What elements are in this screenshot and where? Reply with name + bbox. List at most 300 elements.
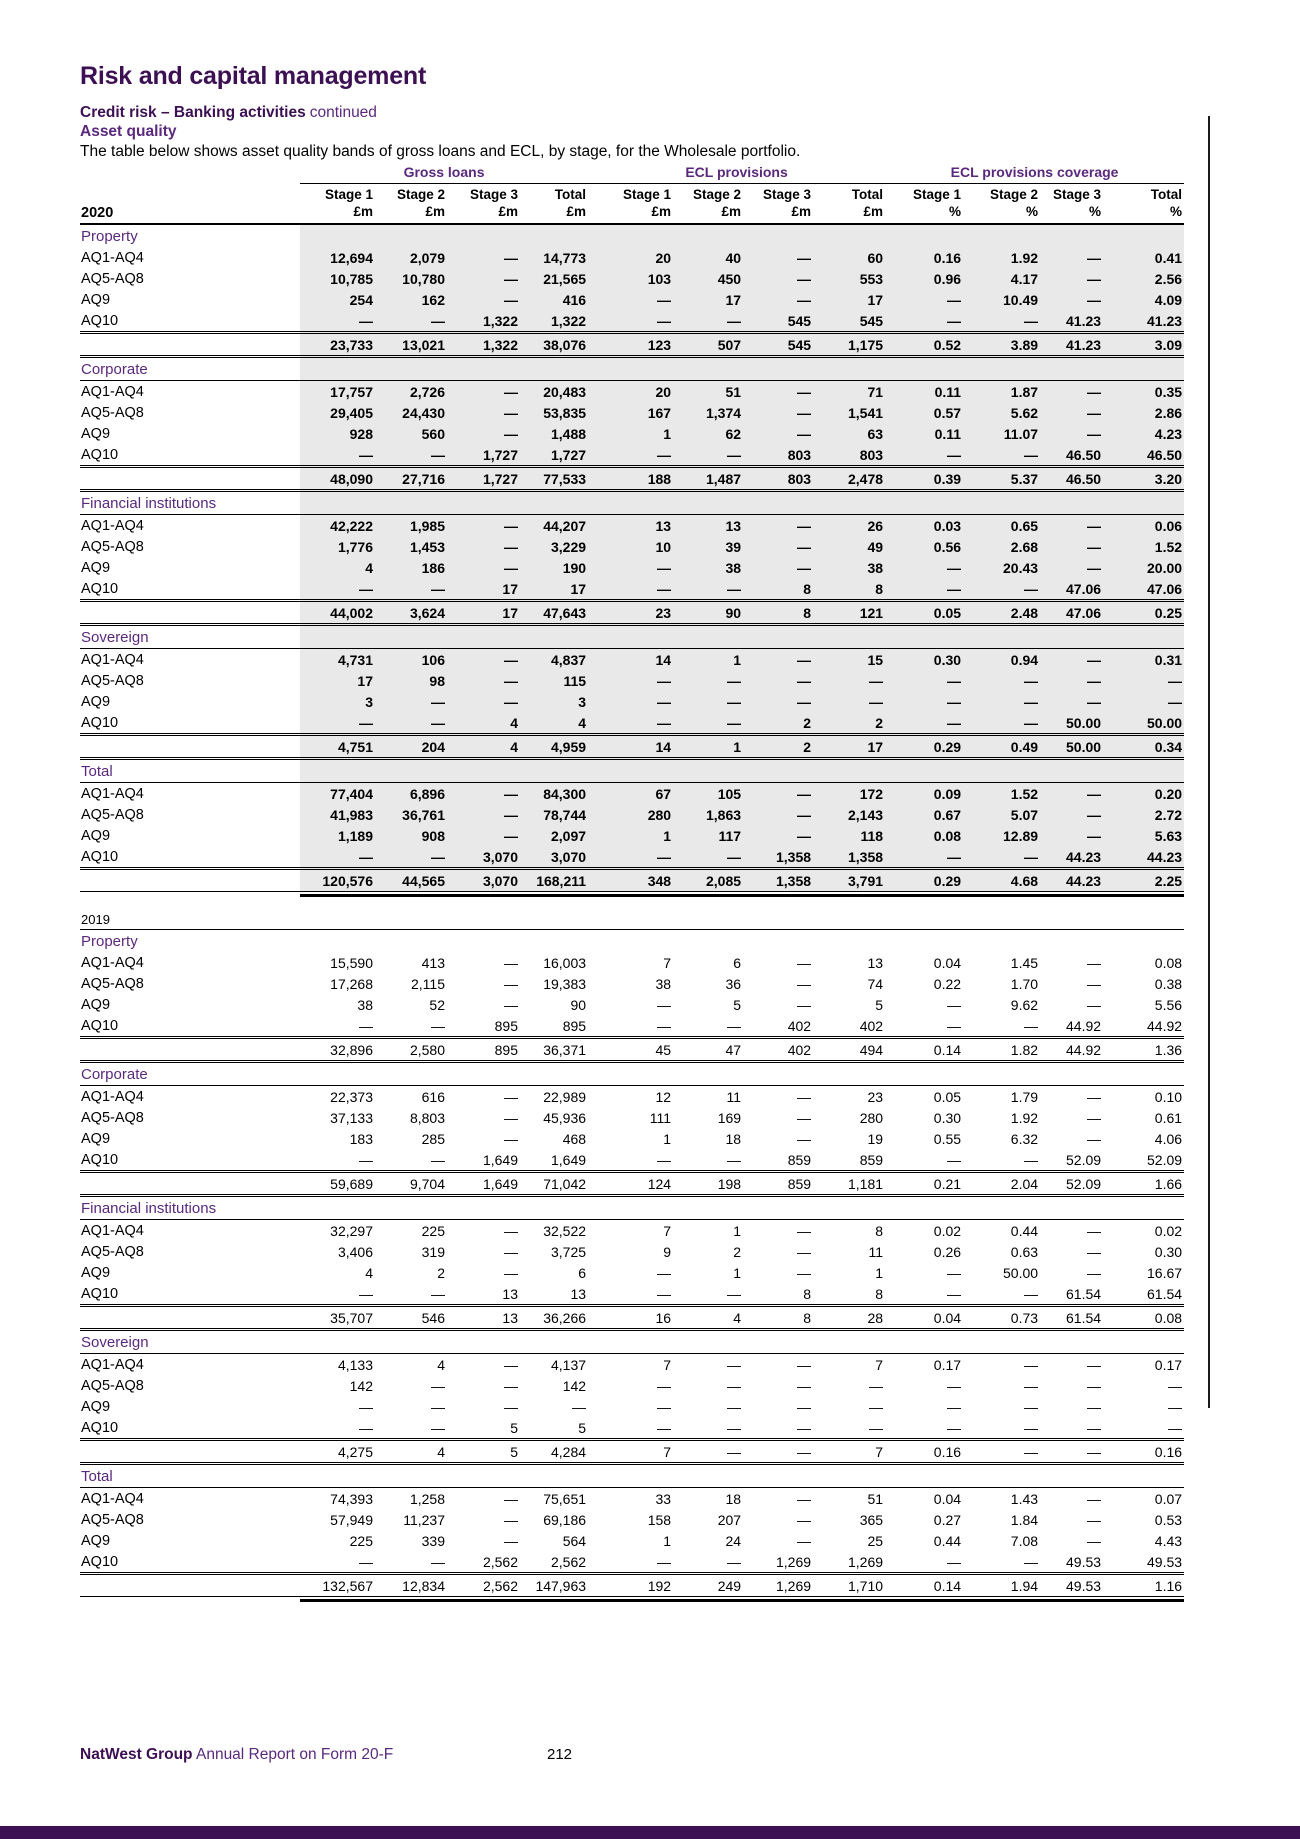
value-cell: —	[1024, 1356, 1039, 1373]
value-cell: 1.45	[1010, 954, 1039, 971]
value-cell: 908	[375, 825, 447, 846]
value-cell: 11,237	[403, 1511, 445, 1528]
value-cell: 2	[733, 1243, 742, 1260]
total-value-cell: 4.68	[963, 869, 1040, 892]
year-label: 2020	[80, 202, 300, 224]
section-header-row	[80, 357, 1184, 381]
value-cell: 4,133	[337, 1356, 373, 1373]
value-cell: 0.20	[1103, 783, 1184, 805]
value-cell: 37,133	[330, 1109, 373, 1126]
value-cell: —	[504, 1490, 518, 1507]
value-cell: 36,761	[375, 804, 447, 825]
row-label: AQ1-AQ4	[81, 517, 144, 534]
total-value-cell: 52.09	[1040, 1172, 1103, 1196]
value-cell: —	[797, 1130, 812, 1147]
value-cell: —	[673, 578, 743, 601]
value-cell: —	[885, 557, 963, 578]
value-cell: 0.41	[1103, 247, 1184, 268]
value-cell: 17	[300, 670, 375, 691]
value-cell: 46.50	[1103, 444, 1184, 467]
value-cell: 38	[357, 996, 373, 1013]
value-cell: 162	[375, 289, 447, 310]
value-cell: 4,731	[300, 649, 375, 671]
total-value-cell: 13	[447, 1306, 520, 1330]
table-row	[80, 1086, 1184, 1108]
row-label: AQ10	[81, 446, 119, 463]
value-cell: 98	[375, 670, 447, 691]
value-cell: 24	[725, 1532, 742, 1549]
total-value-cell: 3,070	[447, 869, 520, 892]
value-cell: —	[447, 691, 520, 712]
unit-header: £m	[743, 202, 813, 224]
value-cell: 2,079	[375, 247, 447, 268]
value-cell: —	[727, 1377, 742, 1394]
value-cell: 1,985	[375, 515, 447, 537]
total-value-cell: 48,090	[300, 467, 375, 491]
value-cell: 0.53	[1154, 1511, 1183, 1528]
value-cell: 53,835	[520, 402, 588, 423]
value-cell: —	[885, 691, 963, 712]
value-cell: 3,070	[447, 846, 520, 869]
value-cell: —	[1168, 1377, 1183, 1394]
value-cell: —	[431, 1553, 445, 1570]
total-value-cell: 0.29	[885, 735, 963, 759]
total-row-label	[80, 735, 300, 759]
value-cell: —	[1024, 1553, 1039, 1570]
value-cell: 0.02	[1154, 1222, 1183, 1239]
value-cell: —	[869, 1398, 884, 1415]
row-label: AQ9	[81, 291, 111, 308]
row-label: AQ1-AQ4	[81, 785, 144, 802]
row-label: AQ1-AQ4	[81, 1356, 144, 1373]
total-value-cell: 7	[813, 1440, 885, 1464]
section-heading	[80, 104, 377, 122]
value-cell: 8,803	[409, 1109, 445, 1126]
total-value-cell: 402	[743, 1038, 813, 1062]
value-cell: —	[375, 691, 447, 712]
value-cell: —	[947, 1264, 962, 1281]
value-cell: —	[947, 1017, 962, 1034]
value-cell: —	[1040, 247, 1103, 268]
value-cell: —	[885, 310, 963, 333]
section-header-fill	[300, 491, 1184, 515]
grand-total-row	[80, 869, 1184, 892]
value-cell: —	[504, 975, 518, 992]
subtotal-row	[80, 1172, 1184, 1196]
value-cell: —	[300, 846, 375, 869]
value-cell: 17	[813, 289, 885, 310]
unit-header: £m	[447, 202, 520, 224]
total-value-cell: 5.37	[963, 467, 1040, 491]
value-cell: 158	[647, 1511, 672, 1528]
value-cell: —	[657, 1419, 672, 1436]
value-cell: 0.65	[963, 515, 1040, 537]
value-cell: —	[447, 289, 520, 310]
value-cell: 17	[520, 578, 588, 601]
value-cell: 12.89	[963, 825, 1040, 846]
value-cell: 15	[813, 649, 885, 671]
value-cell: 2,115	[411, 975, 445, 992]
value-cell: —	[1040, 649, 1103, 671]
total-value-cell: 4,751	[300, 735, 375, 759]
value-cell: 8	[813, 578, 885, 601]
table-row	[80, 1128, 1184, 1149]
value-cell: 4.43	[1154, 1532, 1183, 1549]
subtotal-row	[80, 1440, 1184, 1464]
total-value-cell: 4,275	[300, 1440, 375, 1464]
value-cell: —	[797, 1243, 812, 1260]
row-label: AQ1-AQ4	[81, 651, 144, 668]
value-cell: 4	[437, 1356, 445, 1373]
total-value-cell: 2,085	[673, 869, 743, 892]
value-cell: 8	[803, 1285, 812, 1302]
stage-column-header: Stage 1	[623, 187, 672, 202]
value-cell: 0.63	[1010, 1243, 1039, 1260]
value-cell: —	[1087, 1398, 1102, 1415]
value-cell: —	[1087, 1222, 1102, 1239]
value-cell: 0.17	[933, 1356, 962, 1373]
total-value-cell: 198	[673, 1172, 743, 1196]
value-cell: —	[797, 996, 812, 1013]
year-divider-row	[80, 909, 1184, 930]
total-value-cell: 0.25	[1103, 601, 1184, 625]
total-value-cell: 0.16	[1103, 1440, 1184, 1464]
total-value-cell: 17	[813, 735, 885, 759]
table-row	[80, 578, 1184, 601]
value-cell: —	[743, 381, 813, 403]
value-cell: —	[885, 712, 963, 735]
value-cell: 280	[588, 804, 673, 825]
section-name: Property	[81, 227, 138, 245]
total-row-label	[80, 1574, 300, 1597]
section-name: Property	[81, 932, 138, 950]
value-cell: 0.02	[933, 1222, 962, 1239]
value-cell: —	[447, 804, 520, 825]
stage-column-header: Stage 3	[763, 187, 812, 202]
row-label: AQ10	[81, 1151, 119, 1168]
value-cell: —	[727, 1285, 742, 1302]
value-cell: —	[1040, 670, 1103, 691]
value-cell: 49.53	[1147, 1553, 1183, 1570]
section-name: Total	[80, 1464, 300, 1488]
value-cell: 0.10	[1154, 1088, 1183, 1105]
total-value-cell: 1.16	[1103, 1574, 1184, 1597]
value-cell: 2.72	[1103, 804, 1184, 825]
value-cell: —	[743, 423, 813, 444]
subtotal-row	[80, 1306, 1184, 1330]
value-cell: 11	[726, 1088, 742, 1105]
total-value-cell: 9,704	[375, 1172, 447, 1196]
value-cell: 0.26	[933, 1243, 962, 1260]
value-cell: 117	[673, 825, 743, 846]
table-row	[80, 846, 1184, 869]
value-cell: 5	[510, 1419, 518, 1436]
value-cell: 17,757	[300, 381, 375, 403]
bottom-brand-bar	[0, 1826, 1300, 1839]
grand-total-rule	[80, 1597, 1184, 1601]
footer	[80, 1746, 393, 1764]
unit-header: £m	[813, 202, 885, 224]
value-cell: —	[1040, 381, 1103, 403]
value-cell: —	[588, 557, 673, 578]
value-cell: 111	[649, 1109, 672, 1126]
value-cell: 1,649	[482, 1151, 518, 1168]
value-cell: 2,143	[813, 804, 885, 825]
value-cell: 22,373	[330, 1088, 373, 1105]
value-cell: 39	[673, 536, 743, 557]
total-value-cell: 3.89	[963, 333, 1040, 357]
value-cell: 71	[813, 381, 885, 403]
value-cell: 2	[813, 712, 885, 735]
subsection-heading: Asset quality	[80, 123, 177, 140]
table-row	[80, 444, 1184, 467]
value-cell: —	[447, 402, 520, 423]
value-cell: 1	[588, 825, 673, 846]
total-value-cell: 44,565	[375, 869, 447, 892]
value-cell: —	[963, 846, 1040, 869]
value-cell: 186	[375, 557, 447, 578]
table-row	[80, 825, 1184, 846]
value-cell: 0.38	[1154, 975, 1183, 992]
value-cell: 0.11	[885, 381, 963, 403]
value-cell: —	[1103, 670, 1184, 691]
value-cell: 1,374	[673, 402, 743, 423]
value-cell: 0.05	[933, 1088, 962, 1105]
value-cell: —	[375, 310, 447, 333]
value-cell: —	[504, 1398, 518, 1415]
value-cell: 0.08	[1154, 954, 1183, 971]
value-cell: —	[1087, 954, 1102, 971]
total-value-cell: 1.66	[1103, 1172, 1184, 1196]
subtotal-row	[80, 601, 1184, 625]
row-label: AQ9	[81, 693, 111, 710]
value-cell: 47.06	[1040, 578, 1103, 601]
total-value-cell: —	[673, 1440, 743, 1464]
stage-column-header: Stage 3	[1053, 187, 1102, 202]
value-cell: 7	[875, 1356, 884, 1373]
section-header-row	[80, 1196, 1184, 1220]
table-row	[80, 557, 1184, 578]
value-cell: 47.06	[1103, 578, 1184, 601]
value-cell: —	[447, 268, 520, 289]
value-cell: 41,983	[300, 804, 375, 825]
unit-header: %	[885, 202, 963, 224]
value-cell: 50.00	[1103, 712, 1184, 735]
value-cell: 1.92	[963, 247, 1040, 268]
row-label: AQ10	[81, 580, 119, 597]
value-cell: —	[504, 1088, 518, 1105]
value-cell: 1,776	[300, 536, 375, 557]
value-cell: —	[431, 1377, 445, 1394]
total-value-cell: 1,175	[813, 333, 885, 357]
unit-header: %	[1103, 202, 1184, 224]
value-cell: —	[447, 557, 520, 578]
section-header-row	[80, 1062, 1184, 1086]
value-cell: 84,300	[520, 783, 588, 805]
value-cell: 280	[859, 1109, 884, 1126]
footer-report-name: Annual Report on Form 20-F	[195, 1746, 394, 1763]
value-cell: 3,725	[551, 1243, 587, 1260]
total-value-cell: 2,478	[813, 467, 885, 491]
total-value-cell: 123	[588, 333, 673, 357]
value-cell: 50.00	[1040, 712, 1103, 735]
row-label: AQ5-AQ8	[81, 672, 144, 689]
value-cell: 8	[875, 1222, 884, 1239]
total-value-cell: 121	[813, 601, 885, 625]
value-cell: 4.06	[1154, 1130, 1183, 1147]
value-cell: —	[447, 783, 520, 805]
value-cell: 17	[673, 289, 743, 310]
value-cell: 167	[588, 402, 673, 423]
unit-header: £m	[375, 202, 447, 224]
value-cell: 20.00	[1103, 557, 1184, 578]
section-header-row	[80, 759, 1184, 783]
value-cell: —	[1087, 975, 1102, 992]
value-cell: —	[504, 1109, 518, 1126]
value-cell: 1.70	[1010, 975, 1039, 992]
value-cell: —	[1024, 1151, 1039, 1168]
value-cell: 1,358	[743, 846, 813, 869]
total-value-cell: 4	[673, 1306, 743, 1330]
value-cell: 0.67	[885, 804, 963, 825]
value-cell: 0.30	[885, 649, 963, 671]
value-cell: 1,541	[813, 402, 885, 423]
value-cell: 74,393	[330, 1490, 373, 1507]
table-row	[80, 515, 1184, 537]
value-cell: —	[1040, 804, 1103, 825]
table-row	[80, 712, 1184, 735]
total-row-label	[80, 467, 300, 491]
value-cell: —	[1168, 1398, 1183, 1415]
value-cell: —	[504, 1377, 518, 1394]
value-cell: 1,863	[673, 804, 743, 825]
total-value-cell: 14	[588, 735, 673, 759]
value-cell: 5.56	[1154, 996, 1183, 1013]
value-cell: —	[657, 1377, 672, 1394]
value-cell: —	[797, 1398, 812, 1415]
value-cell: —	[447, 381, 520, 403]
total-value-cell: 2,580	[375, 1038, 447, 1062]
value-cell: —	[743, 691, 813, 712]
value-cell: 207	[717, 1511, 742, 1528]
value-cell: 26	[813, 515, 885, 537]
total-value-cell: 895	[447, 1038, 520, 1062]
total-value-cell: 0.52	[885, 333, 963, 357]
total-value-cell: 0.08	[1103, 1306, 1184, 1330]
value-cell: 142	[562, 1377, 587, 1394]
total-value-cell: 8	[743, 601, 813, 625]
value-cell: 32,297	[330, 1222, 373, 1239]
total-value-cell: 507	[673, 333, 743, 357]
value-cell: —	[1024, 1285, 1039, 1302]
value-cell: 67	[588, 783, 673, 805]
value-cell: 1	[875, 1264, 884, 1281]
value-cell: 0.61	[1154, 1109, 1183, 1126]
value-cell: 859	[787, 1151, 812, 1168]
total-value-cell: 0.49	[963, 735, 1040, 759]
section-header-row	[80, 930, 1184, 953]
total-value-cell: 7	[588, 1440, 673, 1464]
total-value-cell: 124	[588, 1172, 673, 1196]
value-cell: 10,785	[300, 268, 375, 289]
value-cell: —	[375, 578, 447, 601]
row-label: AQ5-AQ8	[81, 975, 144, 992]
value-cell: 2,097	[520, 825, 588, 846]
total-value-cell: 1,487	[673, 467, 743, 491]
value-cell: 14,773	[520, 247, 588, 268]
value-cell: 20,483	[520, 381, 588, 403]
value-cell: —	[504, 996, 518, 1013]
value-cell: —	[504, 1264, 518, 1281]
value-cell: —	[431, 1398, 445, 1415]
value-cell: 7.08	[1010, 1532, 1039, 1549]
value-cell: 13	[673, 515, 743, 537]
value-cell: —	[947, 1285, 962, 1302]
total-value-cell: 0.39	[885, 467, 963, 491]
value-cell: —	[1040, 691, 1103, 712]
value-cell: 22,989	[543, 1088, 587, 1105]
value-cell: 44,207	[520, 515, 588, 537]
section-header-fill	[300, 1196, 1184, 1220]
total-value-cell: 546	[375, 1306, 447, 1330]
section-header-fill	[300, 224, 1184, 247]
total-value-cell: 45	[588, 1038, 673, 1062]
value-cell: 21,565	[520, 268, 588, 289]
section-header-fill	[300, 625, 1184, 649]
table-row	[80, 1149, 1184, 1172]
total-value-cell: 0.14	[885, 1038, 963, 1062]
value-cell: —	[588, 670, 673, 691]
table-row	[80, 804, 1184, 825]
value-cell: —	[1040, 423, 1103, 444]
total-value-cell: 8	[743, 1306, 813, 1330]
section-header-row	[80, 224, 1184, 247]
value-cell: —	[797, 1490, 812, 1507]
value-cell: 14	[588, 649, 673, 671]
total-value-cell: 147,963	[520, 1574, 588, 1597]
value-cell: —	[300, 578, 375, 601]
value-cell: —	[504, 1130, 518, 1147]
value-cell: 1,269	[848, 1553, 884, 1570]
value-cell: —	[657, 1017, 672, 1034]
value-cell: 450	[673, 268, 743, 289]
value-cell: 63	[813, 423, 885, 444]
section-name: Corporate	[80, 357, 300, 381]
total-value-cell: 2.04	[963, 1172, 1040, 1196]
value-cell: 51	[867, 1490, 884, 1507]
value-cell: 5.07	[963, 804, 1040, 825]
value-cell: —	[1024, 1017, 1039, 1034]
value-cell: —	[588, 310, 673, 333]
value-cell: —	[447, 649, 520, 671]
value-cell: 1,488	[520, 423, 588, 444]
value-cell: 564	[562, 1532, 587, 1549]
value-cell: —	[673, 691, 743, 712]
value-cell: 2.56	[1103, 268, 1184, 289]
value-cell: 19,383	[543, 975, 587, 992]
value-cell: —	[727, 1017, 742, 1034]
total-value-cell: 4	[375, 1440, 447, 1464]
value-cell: —	[588, 846, 673, 869]
value-cell: 142	[349, 1377, 373, 1394]
value-cell: —	[743, 289, 813, 310]
value-cell: —	[1040, 557, 1103, 578]
value-cell: 4.17	[963, 268, 1040, 289]
total-value-cell: 494	[813, 1038, 885, 1062]
change-bar	[1208, 116, 1210, 1408]
value-cell: 319	[421, 1243, 445, 1260]
value-cell: 52	[429, 996, 445, 1013]
